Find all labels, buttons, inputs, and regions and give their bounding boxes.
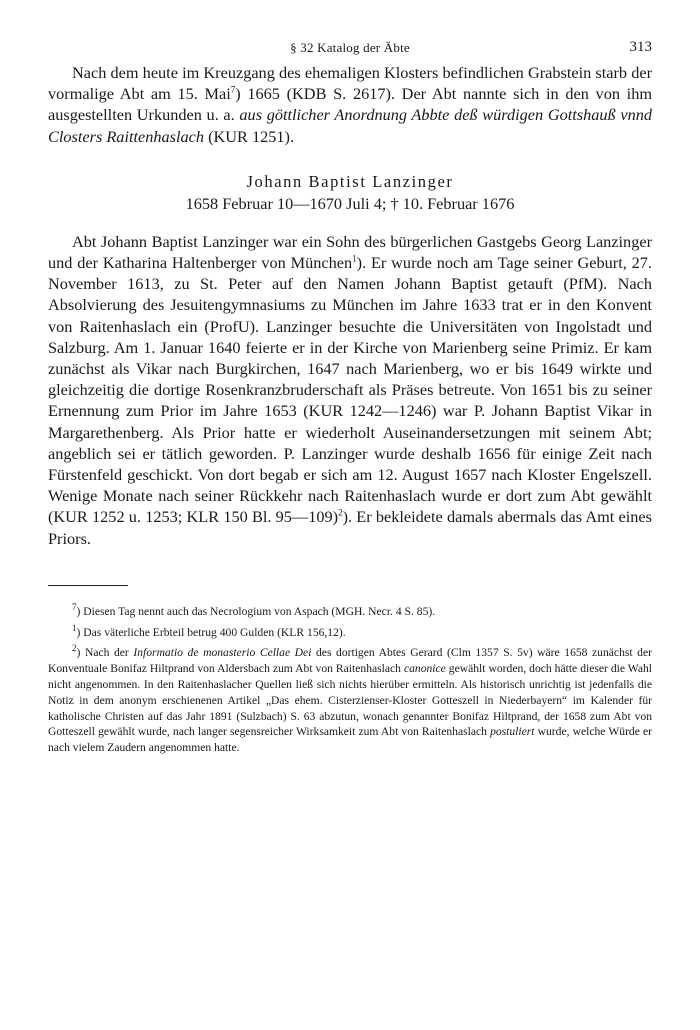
document-page [48, 40, 652, 756]
biography-text-3: ). Er bekleidete damals abermals das Amt eines Priors. [48, 507, 652, 548]
biography-text-2: ). Er wurde noch am Tage seiner Geburt, 27. November 1613, zu St. Peter auf den Namen Johann Baptist getauft (PfM). Nach Absolvierung des Jesuitengymnasiums zu München im Jahre 1633 trat er in den Konvent von Raitenhaslach ein (ProfU). Lanzinger besuchte die Universitäten von Ingolstadt und Salzburg. Am 1. Januar 1640 feierte er in der Kirche von Marienberg seine Primiz. Er kam zunächst als Vikar nach Burgkirchen, 1647 nach Marienberg, wo er bis 1649 wirkte und gleichzeitig die dortige Rosenkranzbruderschaft als Präses betreute. Von 1651 bis zu seiner Ernennung zum Prior im Jahre 1653 (KUR 1242—1246) war P. Johann Baptist Vikar in Margarethenberg. Als Prior hatte er wiederholt Auseinandersetzungen mit seinem Abt; angeblich sei er tätlich geworden. P. Lanzinger wurde deshalb 1656 für einige Zeit nach Fürstenfeld geschickt. Von dort begab er sich am 12. August 1657 nach Kloster Engelszell. Wenige Monate nach seiner Rückkehr nach Raitenhaslach wurde er dort zum Abt gewählt (KUR 1252 u. 1253; KLR 150 Bl. 95—109) [48, 253, 652, 527]
footnote-2-text-3: gewählt worden, doch hätte dieser die Wahl nicht angenommen. In den Raitenhaslacher Quellen ließ sich nichts hierüber ermitteln. Als historisch unrichtig ist jedenfalls die Notiz in dem anonym erschienenen Artikel „Das ehem. Cisterzienser-Kloster Gotteszell in Niederbayern“ im Kalender für katholische Christen auf das Jahr 1891 (Sulzbach) S. 63 abzutun, wonach genannter Bonifaz Hiltprand, der 1658 zum Abt von Gotteszell gewählt wurde, nach langer segensreicher Wirksamkeit zum Abt von Raitenhaslach [48, 662, 652, 739]
intro-text-2: ) 1665 (KDB S. 2617). Der Abt nannte sich in den von ihm ausgestellten Urkunden u. a. [48, 84, 652, 125]
running-head [48, 40, 652, 62]
footnote-7-text: ) Diesen Tag nennt auch das Necrologium von Aspach (MGH. Necr. 4 S. 85). [76, 604, 436, 618]
footnote-2-text-1: ) Nach der [76, 646, 134, 660]
section-dates: 1658 Februar 10—1670 Juli 4; † 10. Februar 1676 [185, 193, 515, 213]
footnote-ref-2: 2 [338, 508, 343, 519]
footnote-mark-7: 7 [72, 602, 77, 612]
biography-paragraph [48, 231, 652, 549]
footnote-1-text: ) Das väterliche Erbteil betrug 400 Gulden (KLR 156,12). [76, 625, 346, 639]
footnote-ref-1: 1 [352, 253, 357, 264]
footnote-2-title: Informatio de monasterio Cellae Dei [133, 646, 312, 660]
page-number: 313 [629, 39, 652, 55]
running-head-title: § 32 Katalog der Äbte [290, 40, 410, 55]
intro-text-3: (KUR 1251). [204, 126, 295, 146]
footnote-2-text-4: wurde, welche Würde er nach vielem Zaudern angenommen hatte. [48, 725, 652, 755]
footnote-mark-2: 2 [72, 643, 77, 654]
footnote-mark-1: 1 [72, 622, 77, 633]
footnote-ref-7: 7 [230, 84, 236, 95]
footnote-2 [48, 645, 652, 756]
footnote-2-canonice: canonice [403, 662, 446, 676]
footnotes [48, 604, 652, 756]
footnote-7 [48, 604, 652, 620]
intro-paragraph [48, 62, 652, 147]
footnote-2-text-2: des dortigen Abtes Gerard (Clm 1357 S. 5v) wäre 1658 zunächst der Konventuale Bonifaz Hiltprand von Aldersbach zum Abt von Raitenhaslach [48, 646, 652, 676]
intro-text-1: Nach dem heute im Kreuzgang des ehemaligen Klosters befindlichen Grabstein starb der vormalige Abt am 15. Mai [48, 63, 652, 104]
intro-quotation: aus göttlicher Anordnung Abbte deß würdigen Gottshauß vnnd Closters Raittenhaslach [48, 105, 652, 146]
section-heading: Johann Baptist Lanzinger [246, 171, 454, 191]
footnote-1 [48, 622, 652, 641]
biography-text-1: Abt Johann Baptist Lanzinger war ein Sohn des bürgerlichen Gastgebs Georg Lanzinger und der Katharina Haltenberger von München [48, 231, 652, 273]
footnote-2-postuliert: postuliert [490, 725, 535, 739]
footnote-separator [48, 585, 128, 586]
